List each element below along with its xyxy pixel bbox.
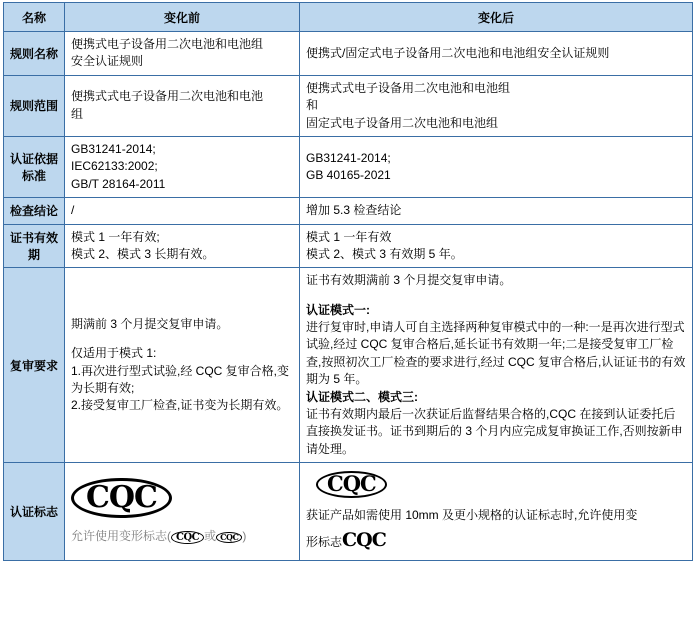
text-line: 仅适用于模式 1:	[71, 346, 157, 361]
spacer	[306, 290, 686, 302]
cell-after-review	[300, 268, 693, 463]
row-label-validity: 证书有效期	[4, 224, 65, 268]
cqc-logo-icon: CQC	[71, 478, 172, 519]
cell-after-rule-name	[300, 32, 693, 76]
text-line: GB 40165-2021	[306, 168, 391, 183]
table-row	[4, 136, 693, 197]
text-line: GB/T 28164-2011	[71, 176, 166, 191]
cqc-logo-icon: CQC	[316, 471, 387, 498]
table-header	[4, 3, 693, 32]
text-line: 和	[306, 98, 319, 113]
text-line: 模式 2、模式 3 有效期 5 年。	[306, 246, 463, 261]
row-label-inspection-conclusion: 检查结论	[4, 198, 65, 224]
cell-before-certification-mark	[65, 463, 300, 561]
cqc-logo-wrap	[316, 471, 686, 498]
cell-before-rule-scope	[65, 75, 300, 136]
review-mode23-body: 证书有效期内最后一次获证后监督结果合格的,CQC 在接到认证委托后直接换发证书。证书到期后的 3 个月内应完成复审换证工作,否则按新申请处理。	[306, 407, 683, 456]
cell-before-standards	[65, 136, 300, 197]
cell-before-inspection-conclusion: /	[65, 198, 300, 224]
text-line: 便携式/固定式电子设备用二次电池和电池组安全认证规则	[306, 45, 610, 60]
cell-after-certification-mark	[300, 463, 693, 561]
text-line: 模式 1 一年有效;	[71, 229, 160, 244]
cell-before-validity	[65, 224, 300, 268]
text-line: GB31241-2014;	[306, 150, 391, 165]
text-line: 模式 1 一年有效	[306, 229, 392, 244]
table-row	[4, 198, 693, 224]
row-label-standards: 认证依据标准	[4, 136, 65, 197]
text-line: 安全认证规则	[71, 54, 144, 69]
review-mode23-title: 认证模式二、模式三:	[306, 389, 418, 404]
cell-after-standards	[300, 136, 693, 197]
table-row	[4, 224, 693, 268]
cell-before-review	[65, 268, 300, 463]
column-header-after: 变化后	[300, 3, 693, 32]
row-label-certification-mark: 认证标志	[4, 463, 65, 561]
row-label-rule-name: 规则名称	[4, 32, 65, 76]
text-line: 便携式式电子设备用二次电池和电池	[71, 89, 264, 104]
cqc-variant-small-icon: CQC	[171, 531, 204, 544]
text-line: IEC62133:2002;	[71, 159, 158, 174]
text-line: 固定式电子设备用二次电池和电池组	[306, 115, 499, 130]
cell-after-inspection-conclusion: 增加 5.3 检查结论	[300, 198, 693, 224]
text-line: GB31241-2014;	[71, 141, 156, 156]
cqc-variant-text-icon: CQC	[342, 529, 386, 552]
cell-after-rule-scope	[300, 75, 693, 136]
text-line: 1.再次进行型式试验,经 CQC 复审合格,变为长期有效;	[71, 363, 290, 395]
review-mode1-title: 认证模式一:	[306, 302, 370, 317]
table-row-review	[4, 268, 693, 463]
table-header-row	[4, 3, 693, 32]
column-header-name: 名称	[4, 3, 65, 32]
text-line: 便携式式电子设备用二次电池和电池组	[306, 80, 511, 95]
row-label-review: 复审要求	[4, 268, 65, 463]
review-mode1-body: 进行复审时,申请人可自主选择两种复审模式中的一种:一是再次进行型式试验,经过 CQC 复审合格后,延长证书有效期一年;二是接受复审工厂检查,按照初次工厂检查的要求进行,经过 CQC 复审合格后,认证证书的有效期为 5 年。	[306, 320, 686, 387]
mark-note	[306, 506, 686, 556]
column-header-before: 变化前	[65, 3, 300, 32]
variant-mark-note	[71, 528, 293, 545]
row-label-rule-scope: 规则范围	[4, 75, 65, 136]
cqc-variant-tiny-icon: CQC	[216, 532, 242, 543]
table-row	[4, 75, 693, 136]
text-line: 便携式电子设备用二次电池和电池组	[71, 37, 264, 51]
review-intro: 证书有效期满前 3 个月提交复审申请。	[306, 273, 512, 288]
spacer	[71, 333, 293, 345]
text-line: 组	[71, 106, 84, 121]
variant-note-text: 允许使用变形标志(	[71, 529, 171, 544]
cell-before-rule-name	[65, 32, 300, 76]
cell-after-validity	[300, 224, 693, 268]
mark-note-line1: 获证产品如需使用 10mm 及更小规格的认证标志时,允许使用变	[306, 508, 638, 523]
text-line: 2.接受复审工厂检查,证书变为长期有效。	[71, 398, 289, 413]
comparison-table	[3, 2, 693, 561]
variant-note-mid: 或	[204, 529, 217, 544]
table-row	[4, 32, 693, 76]
variant-note-end: )	[242, 529, 247, 544]
table-body	[4, 32, 693, 561]
text-line: 模式 2、模式 3 长期有效。	[71, 246, 215, 261]
mark-note-line2: 形标志	[306, 535, 343, 550]
table-row-mark	[4, 463, 693, 561]
text-line: 期满前 3 个月提交复审申请。	[71, 316, 229, 331]
